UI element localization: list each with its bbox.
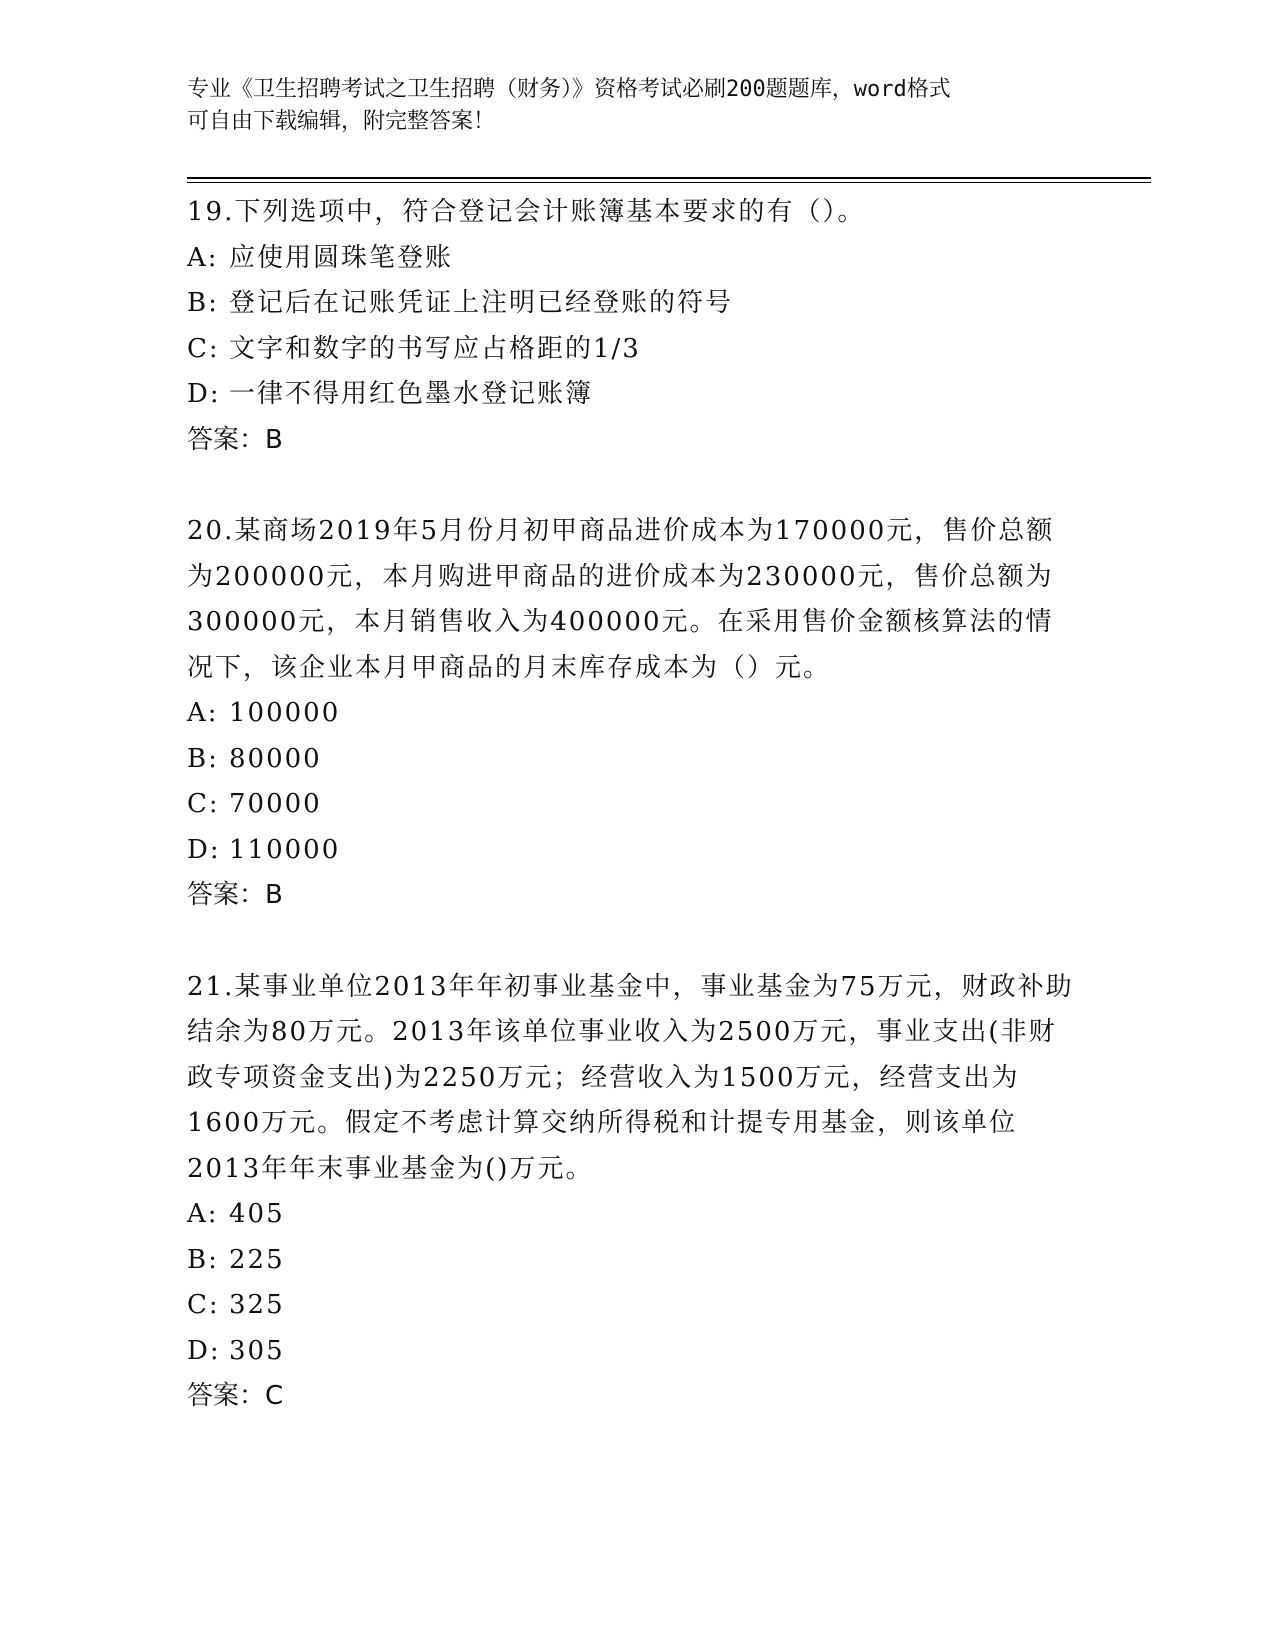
answer-label: 答案：B: [187, 424, 283, 455]
option-text: 文字和数字的书写应占格距的1/3: [229, 333, 641, 364]
header-divider-thick: [187, 177, 1151, 179]
option-text: 应使用圆珠笔登账: [229, 242, 454, 273]
question-20: [187, 509, 1087, 919]
option-text: 80000: [229, 743, 322, 774]
option-text: 110000: [229, 834, 341, 865]
header-line-1: 专业《卫生招聘考试之卫生招聘（财务）》资格考试必刷200题题库，word格式: [187, 77, 951, 102]
option-key: C:: [187, 789, 220, 819]
option-key: B:: [187, 288, 219, 318]
option-key: A:: [187, 242, 219, 273]
option-text: 405: [229, 1199, 285, 1229]
option-key: D:: [187, 1335, 221, 1366]
option-a: [187, 691, 1087, 737]
question-text: 19.下列选项中，符合登记会计账簿基本要求的有（）。: [187, 197, 866, 227]
question-19: [187, 190, 1087, 463]
option-a: [187, 1192, 1087, 1238]
option-key: C:: [187, 333, 220, 364]
option-key: C:: [187, 1290, 220, 1320]
option-b: [187, 737, 1087, 783]
option-d: [187, 1329, 1087, 1375]
option-text: 305: [229, 1335, 285, 1366]
answer-label: 答案：C: [187, 1381, 284, 1411]
option-c: [187, 327, 1087, 373]
option-key: A:: [187, 1199, 219, 1229]
option-b: [187, 281, 1087, 327]
question-text: 21.某事业单位2013年年初事业基金中，事业基金为75万元，财政补助结余为80万元。2013年该单位事业收入为2500万元，事业支出(非财政专项资金支出)为2250万元；经营收入为1500万元，经营支出为1600万元。假定不考虑计算交纳所得税和计提专用基金，则该单位2013年年末事业基金为()万元。: [187, 971, 1074, 1184]
option-b: [187, 1238, 1087, 1284]
option-text: 100000: [229, 698, 341, 728]
option-key: A:: [187, 698, 219, 728]
option-text: 325: [229, 1290, 285, 1320]
option-d: [187, 828, 1087, 874]
question-spacer: [187, 919, 1087, 965]
option-c: [187, 1283, 1087, 1329]
option-text: 70000: [229, 789, 322, 819]
question-text: 20.某商场2019年5月份月初甲商品进价成本为170000元，售价总额为200000元，本月购进甲商品的进价成本为230000元，售价总额为300000元，本月销售收入为400000元。在采用售价金额核算法的情况下，该企业本月甲商品的月末库存成本为（）元。: [187, 516, 1055, 683]
option-a: [187, 236, 1087, 282]
option-d: [187, 372, 1087, 418]
option-key: D:: [187, 834, 221, 865]
option-c: [187, 782, 1087, 828]
question-list: [187, 190, 1087, 1420]
header-divider-thin: [187, 182, 1151, 183]
option-key: B:: [187, 743, 219, 774]
option-text: 225: [229, 1244, 285, 1275]
option-key: B:: [187, 1244, 219, 1275]
option-text: 一律不得用红色墨水登记账簿: [229, 379, 594, 409]
document-header: [187, 74, 1087, 138]
header-line-2: 可自由下载编辑，附完整答案！: [187, 109, 496, 134]
question-spacer: [187, 463, 1087, 509]
option-text: 登记后在记账凭证上注明已经登账的符号: [229, 288, 734, 318]
question-21: [187, 965, 1087, 1420]
answer-label: 答案：B: [187, 880, 283, 910]
option-key: D:: [187, 379, 221, 409]
